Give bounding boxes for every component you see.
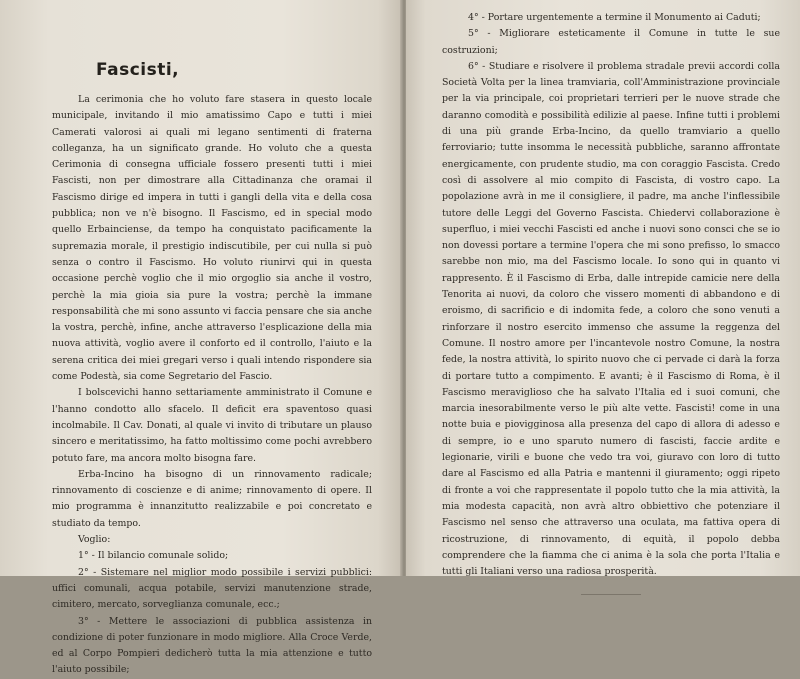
- page-heading: Fascisti,: [96, 60, 180, 80]
- paragraph: La cerimonia che ho voluto fare stasera in questo locale municipale, invitando il mio amatissimo Capo e tutti i miei Camerati valorosi ai quali mi legano sentimenti di fraterna colleganza, ha un significato grande. Ho voluto che a questa Cerimonia di consegna ufficiale fossero presenti tutti i miei Fascisti, non per dimostrare alla Cittadinanza che oramai il Fascismo dirige ed impera in tutti i gangli della vita e della cosa pubblica; non ve n'è bisogno. Il Fascismo, ed in special modo quello Erbainciense, da tempo ha conquistato pacificamente la supremazia morale, il prestigio indiscutibile, per cui nulla si può senza o contro il Fascismo. Ho voluto riunirvi qui in questa occasione perchè voglio che il mio orgoglio sia anche il vostro, perchè la mia gioia sia pure la vostra; perchè la immane responsabilità che mi sono assunto vi faccia pensare che sia anche la vostra, perchè, infine, anche attraverso l'esplicazione della mia nuova attività, voglio avere il conforto ed il controllo, l'aiuto e la serena critica dei miei gregari verso i quali intendo rispondere sia come Podestà, sia come Segretario del Fascio.: [52, 94, 372, 383]
- closing-rule: [581, 594, 641, 595]
- paragraph: I bolscevichi hanno settariamente amministrato il Comune e l'hanno condotto allo sfacelo. Il deficit era spaventoso quasi incolmabile. Il Cav. Donati, al quale vi invito di tributare un plauso sincero e meritatissimo, ha fatto moltissimo come pochi avrebbero potuto fare, ma ancora molto bisogna fare.: [52, 387, 372, 464]
- list-item: 5° - Migliorare esteticamente il Comune in tutte le sue costruzioni;: [442, 28, 780, 56]
- paragraph: Erba-Incino ha bisogno di un rinnovamento radicale; rinnovamento di coscienze e di anime; rinnovamento di opere. Il mio programma è innanzitutto realizzabile e poi concretato e studiato da tempo.: [52, 468, 372, 529]
- list-item: 4° - Portare urgentemente a termine il Monumento ai Caduti;: [468, 12, 761, 23]
- list-item: 2° - Sistemare nel miglior modo possibile i servizi pubblici: uffici comunali, acqua potabile, servizi manutenzione strade, cimitero, mercato, sorveglianza comunale, ecc.;: [52, 566, 372, 611]
- list-item: 6° - Studiare e risolvere il problema stradale previi accordi colla Società Volta per la linea tramviaria, coll'Amministrazione provinciale per la via principale, coi proprietari terrieri per le nuove strade che daranno comodità e possibilità edilizie al paese. Infine tutti i problemi di una più grande Erba-Incino, da quello tramviario a quello ferroviario; tutte insomma le necessità pubbliche, saranno affrontate energicamente, con prudente studio, ma con coraggio Fascista. Credo così di assolvere al mio compito di Fascista, di vostro capo. La popolazione avrà in me il consigliere, il padre, ma anche l'inflessibile tutore delle Leggi del Governo Fascista. Chiedervi collaborazione è superfluo, i miei vecchi Fascisti ed anche i nuovi sono consci che se io non dovessi portare a termine l'opera che mi sono prefisso, lo smacco sarebbe non mio, ma del Fascismo locale. Io sono qui in quanto vi rappresento. È il Fascismo di Erba, dalle intrepide camicie nere della Tenorita ai nuovi, da coloro che vissero momenti di abbandono e di eroismo, di sacrificio e di indomita fede, a coloro che sono venuti a rinforzare il nostro esercito immenso che assume la reggenza del Comune. Il nostro amore per l'incantevole nostro Comune, la nostra fede, la nostra attività, lo spirito nuovo che ci pervade ci darà la forza di portare tutto a compimento. E avanti; è il Fascismo di Roma, è il Fascismo meraviglioso che ha salvato l'Italia ed i suoi comuni, che marcia inesorabilmente verso le più alte vette. Fascisti! come in una notte buia e piovigginosa alla presenza del capo di allora di adesso e di sempre, io e uno sparuto numero di fascisti, faccie ardite e legionarie, virili e buone che vedo tra voi, giuravo con loro di tutto dare al Fascismo ed alla Patria e mantenni il giuramento; oggi ripeto di fronte a voi che rappresentate il popolo tutto che la mia attività, la mia modesta capacità, non avrà altro obbiettivo che potenziare il Fascismo nel senso che attraverso una oculata, ma fattiva opera di ricostruzione, di rinnovamento, di equità, il popolo debba comprendere che la fiamma che ci anima è la sola che porta l'Italia e tutti gli Italiani verso una radiosa prosperità.: [442, 60, 780, 578]
- list-item: 3° - Mettere le associazioni di pubblica assistenza in condizione di poter funzionare in modo migliore. Alla Croce Verde, ed al Corpo Pompieri dedicherò tutta la mia attenzione e tutto l'aiuto possibile;: [52, 615, 372, 676]
- right-page: [406, 0, 800, 576]
- list-item: 1° - Il bilancio comunale solido;: [78, 550, 229, 562]
- paragraph: Voglio:: [78, 534, 111, 546]
